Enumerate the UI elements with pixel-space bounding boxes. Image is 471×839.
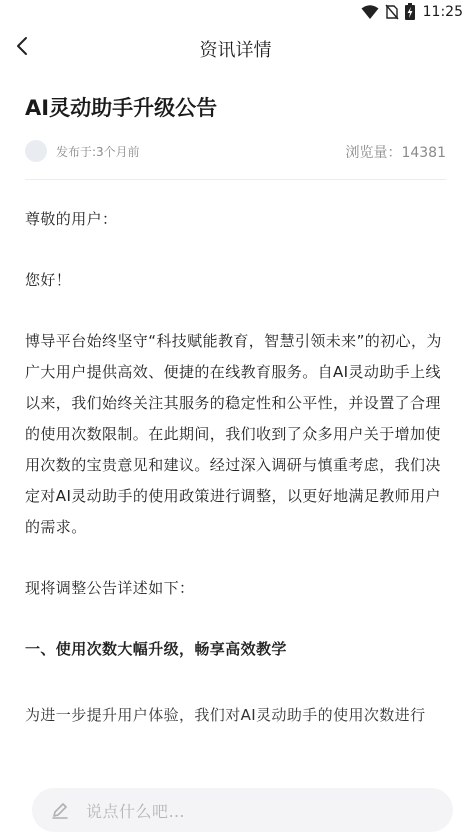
partial-paragraph: 为进一步提升用户体验，我们对AI灵动助手的使用次数进行 <box>25 706 426 724</box>
view-count: 浏览量：14381 <box>345 145 446 161</box>
page-title: 资讯详情 <box>199 40 272 61</box>
publish-time: 发布于:3个月前 <box>56 144 140 159</box>
article-body <box>25 204 446 731</box>
pencil-icon <box>50 800 70 820</box>
article-title: AI灵动助手升级公告 <box>25 96 218 120</box>
nav-bar <box>0 26 471 70</box>
no-sim-icon <box>385 4 399 20</box>
battery-charging-icon <box>405 3 415 20</box>
wifi-icon <box>361 4 379 20</box>
article-meta <box>25 136 446 166</box>
status-time: 11:25 <box>422 3 463 20</box>
intro-paragraph: 博导平台始终坚守“科技赋能教育，智慧引领未来”的初心，为广大用户提供高效、便捷的在线教育服务。自AI灵动助手上线以来，我们始终关注其服务的稳定性和公平性，并设置了合理的使用次数限制。在此期间，我们收到了众多用户关于增加使用次数的宝贵意见和建议。经过深入调研与慎重考虑，我们决定对AI灵动助手的使用政策进行调整，以更好地满足教师用户的需求。 <box>25 332 442 536</box>
article <box>0 94 471 731</box>
avatar[interactable] <box>25 140 47 162</box>
announce-paragraph: 现将调整公告详述如下： <box>25 579 195 597</box>
comment-input[interactable] <box>32 788 453 832</box>
salutation: 尊敬的用户： <box>25 210 118 228</box>
comment-placeholder: 说点什么吧… <box>86 801 186 821</box>
status-icons <box>361 3 463 20</box>
status-bar <box>0 0 471 26</box>
section-heading: 一、使用次数大幅升级，畅享高效教学 <box>25 640 287 658</box>
divider <box>25 179 446 180</box>
greeting: 您好！ <box>25 271 72 289</box>
